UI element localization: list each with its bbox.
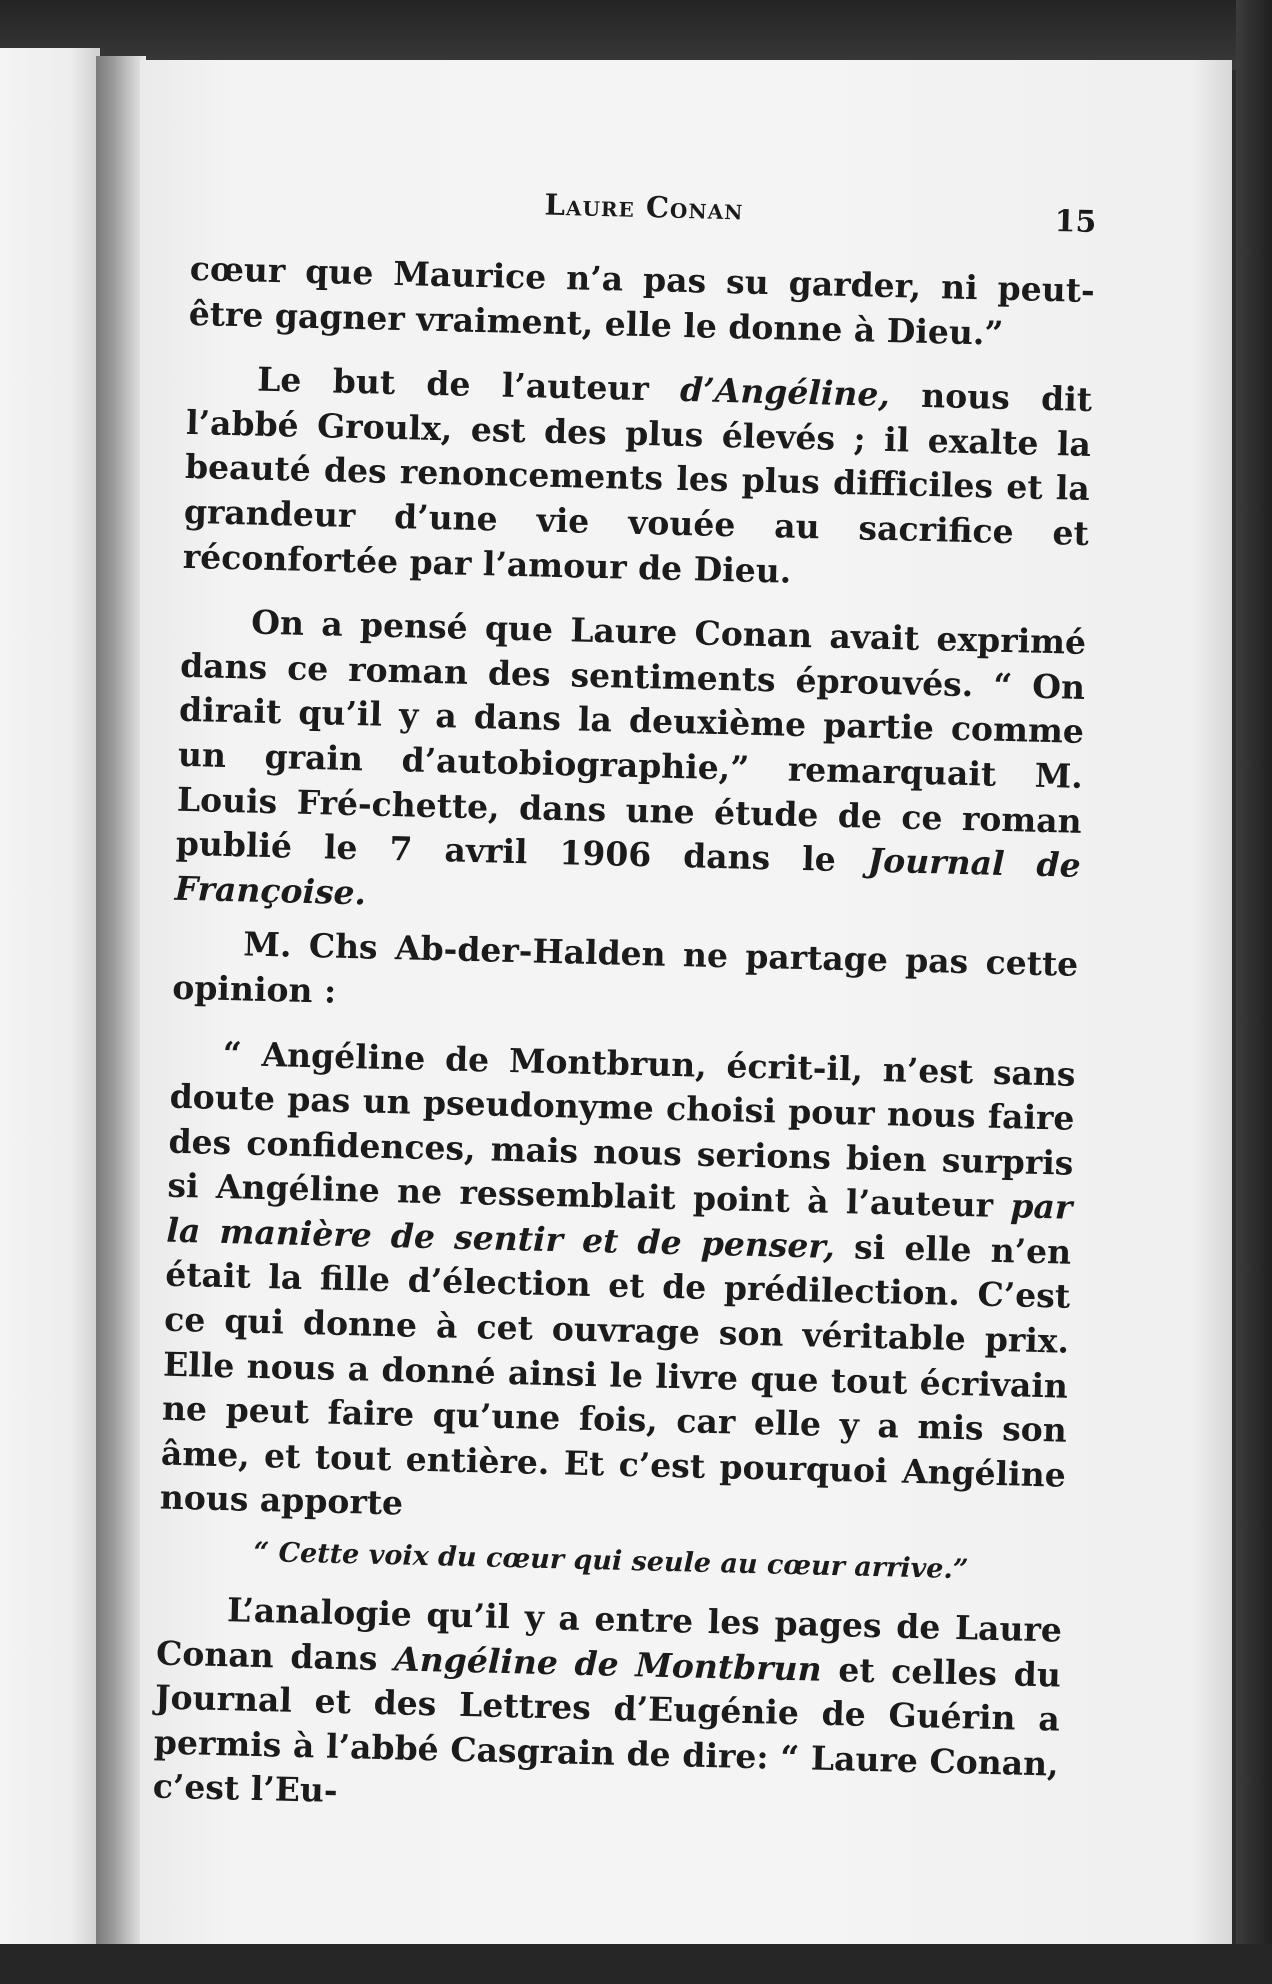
quotation-italic: par la manière de sentir et de penser, <box>165 1186 1073 1266</box>
page-number: 15 <box>1054 204 1097 241</box>
quotation-text: si elle n’en était la fille d’élection et de prédilection. C’est ce qui donne à cet ouvrage son véritable prix. Elle nous a donné ainsi le livre que tout écrivain ne peut faire qu’une fois, car elle y a mis son âme, et tout entière. Et c’est pourquoi Angéline nous apporte <box>159 1226 1072 1523</box>
scan-background-bottom <box>0 1944 1272 1984</box>
paragraph-casgrain <box>152 1587 1062 1832</box>
paragraph-frechette <box>174 599 1086 933</box>
paragraph-text: et celles du Journal et des Lettres d’Eugénie de Guérin a permis à l’abbé Casgrain de dire: “ Laure Conan, c’est l’Eu- <box>152 1649 1062 1811</box>
paragraph-text: L’analogie qu’il y a entre les pages de Laure Conan dans <box>155 1590 1063 1678</box>
paragraph-quotation <box>159 1030 1076 1542</box>
paragraph-continuation: cœur que Maurice n’a pas su garder, ni peut-être gagner vraiment, elle le donne à Dieu.” <box>188 248 1096 353</box>
facing-page-edge <box>0 48 100 1948</box>
running-title: Laure Conan <box>544 187 744 227</box>
journal-title: Journal de Françoise. <box>174 840 1082 913</box>
scan-background-right <box>1236 0 1272 1984</box>
paragraph-text: Le but de l’auteur <box>256 359 681 410</box>
paragraph-text: On a pensé que Laure Conan avait exprimé dans ce roman des sentiments éprouvés. “ On dirait qu’il y a dans la deuxième partie comme un grain d’autobiographie,” remarquait M. Louis Fré-chette, dans une étude de ce roman publié le 7 avril 1906 dans le <box>175 602 1087 880</box>
book-title: d’Angéline, <box>679 370 891 415</box>
paragraph-abderhalden: M. Chs Ab-der-Halden ne partage pas cette opinion : <box>171 924 1079 1011</box>
book-title: Angéline de Montbrun <box>393 1638 823 1689</box>
verse-line: “ Cette voix du cœur qui seule au cœur arrive.” <box>253 1536 969 1586</box>
page-text <box>152 179 1097 1832</box>
paragraph-text: nous dit l’abbé Groulx, est des plus élevés ; il exalte la beauté des renoncements les plus difficiles et la grandeur d’une vie vouée au sacrifice et réconfortée par l’amour de Dieu. <box>182 375 1093 591</box>
quotation-text: “ Angéline de Montbrun, écrit-il, n’est sans doute pas un pseudonyme choisi pour nous faire des confidences, mais nous serions bien surpris si Angéline ne ressemblait point à l’auteur <box>167 1033 1077 1226</box>
paragraph-groulx <box>182 356 1092 601</box>
page-edge-shadow <box>1192 60 1232 1946</box>
book-gutter <box>96 56 146 1948</box>
